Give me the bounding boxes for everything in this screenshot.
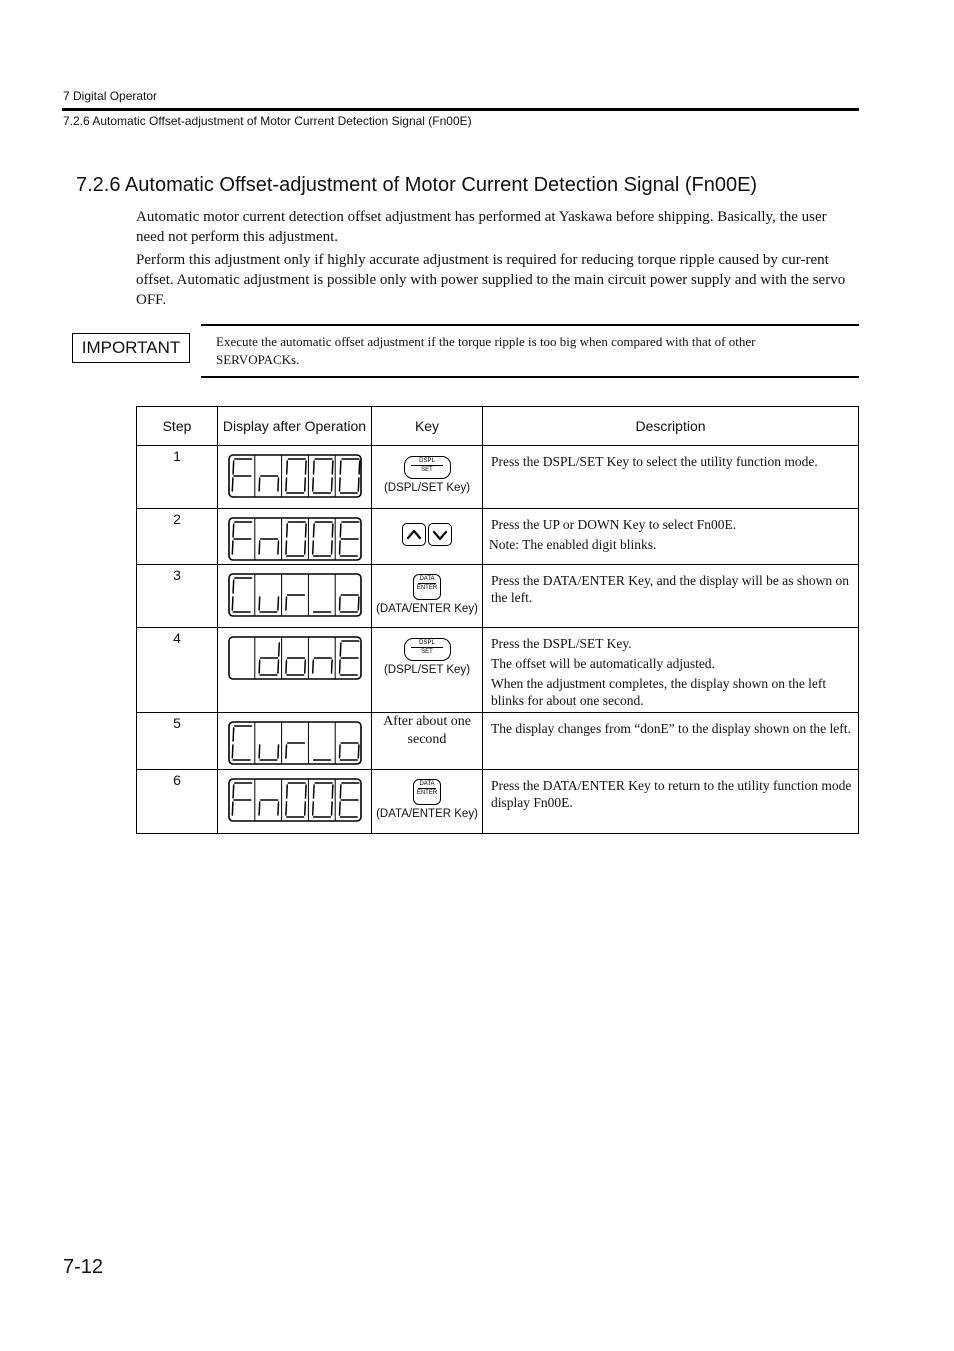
- lcd-segment: [277, 597, 278, 610]
- lcd-segment: [285, 660, 286, 673]
- key-cell: [372, 446, 483, 509]
- lcd-segment: [277, 660, 278, 673]
- lcd-segment: [339, 802, 340, 815]
- table-row: [137, 565, 859, 628]
- description-line: Press the DATA/ENTER Key, and the display will be as shown on the left.: [491, 573, 849, 605]
- lcd-segment: [259, 745, 260, 758]
- key-timing-text: After about one second: [383, 714, 471, 747]
- lcd-segment: [331, 660, 332, 673]
- description-line: Press the DATA/ENTER Key to return to the utility function mode display Fn00E.: [491, 778, 852, 810]
- lcd-segment: [304, 541, 305, 554]
- lcd-segment: [331, 802, 332, 815]
- key-label-top: DSPL: [419, 640, 435, 646]
- lcd-segment: [232, 478, 233, 491]
- lcd-segment: [312, 478, 313, 491]
- header-rule: [62, 108, 859, 111]
- key-label-bottom: SET: [421, 467, 433, 473]
- description-line: Press the UP or DOWN Key to select Fn00E.: [491, 517, 737, 532]
- step-number: 4: [137, 628, 218, 713]
- key-cell: [372, 628, 483, 713]
- seven-segment-display: [228, 636, 362, 680]
- up-key-icon: [402, 523, 426, 546]
- lcd-segment: [232, 802, 233, 815]
- lcd-segment: [286, 461, 287, 474]
- lcd-segment: [359, 461, 360, 474]
- step-number: 1: [137, 446, 218, 509]
- lcd-segment: [277, 802, 278, 815]
- step-number: 6: [137, 770, 218, 834]
- display-cell: [218, 565, 372, 628]
- important-rule-top: [201, 324, 859, 326]
- intro-paragraph-1: Automatic motor current detection offset adjustment has performed at Yaskawa before shipping. Basically, the user need not perform this adjustment.: [136, 209, 827, 245]
- data-enter-key-icon: [413, 574, 441, 600]
- table-row: [137, 770, 859, 834]
- lcd-segment: [259, 660, 260, 673]
- lcd-segment: [312, 802, 313, 815]
- lcd-segment: [339, 597, 340, 610]
- lcd-segment: [313, 524, 314, 537]
- lcd-segment: [358, 478, 359, 491]
- lcd-segment: [232, 541, 233, 554]
- step-number: 2: [137, 509, 218, 565]
- description-cell: [483, 628, 859, 713]
- lcd-segment: [285, 541, 286, 554]
- lcd-segment: [233, 728, 234, 741]
- key-label-top: DSPL: [419, 458, 435, 464]
- seven-segment-display: [228, 517, 362, 561]
- procedure-table: [136, 406, 859, 834]
- description-line: The display changes from “donE” to the display shown on the left.: [491, 721, 851, 736]
- description-line: Press the DSPL/SET Key.: [491, 636, 632, 651]
- lcd-segment: [286, 785, 287, 798]
- lcd-segment: [313, 785, 314, 798]
- lcd-segment: [232, 597, 233, 610]
- description-cell: [483, 446, 859, 509]
- lcd-segment: [339, 660, 340, 673]
- key-caption: (DSPL/SET Key): [383, 664, 471, 676]
- lcd-segment: [277, 541, 278, 554]
- lcd-segment: [340, 785, 341, 798]
- lcd-segment: [233, 785, 234, 798]
- important-rule-bottom: [201, 376, 859, 378]
- key-cell: [372, 713, 483, 770]
- lcd-segment: [233, 524, 234, 537]
- lcd-segment: [259, 541, 260, 554]
- intro-paragraph-2: Perform this adjustment only if highly accurate adjustment is required for reducing torque ripple caused by cur-rent offset. Automatic adjustment is possible only with power supplied to the main circuit power supply and with the servo OFF.: [136, 252, 846, 308]
- header-display: Display after Operation: [218, 407, 372, 446]
- lcd-segment: [277, 478, 278, 491]
- table-row: [137, 446, 859, 509]
- running-header-chapter: 7 Digital Operator: [63, 89, 158, 103]
- lcd-segment: [304, 478, 305, 491]
- lcd-segment: [358, 745, 359, 758]
- lcd-segment: [286, 524, 287, 537]
- header-step: Step: [137, 407, 218, 446]
- lcd-segment: [278, 643, 279, 656]
- seven-segment-display: [228, 778, 362, 822]
- key-label-top: DATA: [419, 781, 435, 787]
- up-arrow-icon: [403, 524, 425, 545]
- lcd-segment: [285, 802, 286, 815]
- lcd-segment: [259, 802, 260, 815]
- key-caption: (DATA/ENTER Key): [376, 603, 478, 615]
- description-cell: [483, 509, 859, 565]
- display-cell: [218, 628, 372, 713]
- table-header-row: [137, 407, 859, 446]
- key-label-bottom: SET: [421, 649, 433, 655]
- lcd-segment: [285, 478, 286, 491]
- step-number: 5: [137, 713, 218, 770]
- table-row: [137, 628, 859, 713]
- lcd-segment: [285, 597, 286, 610]
- key-caption: (DATA/ENTER Key): [376, 808, 478, 820]
- key-caption: (DSPL/SET Key): [383, 482, 471, 494]
- lcd-segment: [259, 478, 260, 491]
- lcd-segment: [331, 478, 332, 491]
- lcd-segment: [305, 524, 306, 537]
- lcd-segment: [313, 461, 314, 474]
- display-cell: [218, 509, 372, 565]
- description-line: The offset will be automatically adjusted.: [491, 656, 715, 671]
- display-cell: [218, 446, 372, 509]
- description-cell: [483, 565, 859, 628]
- lcd-segment: [277, 745, 278, 758]
- down-key-icon: [428, 523, 452, 546]
- lcd-segment: [259, 597, 260, 610]
- lcd-segment: [233, 580, 234, 593]
- lcd-segment: [339, 478, 340, 491]
- table-row: [137, 509, 859, 565]
- dspl-set-key-icon: [404, 638, 451, 661]
- lcd-segment: [305, 785, 306, 798]
- display-cell: [218, 770, 372, 834]
- key-label-bottom: ENTER: [416, 790, 438, 796]
- lcd-segment: [339, 541, 340, 554]
- running-header-section: 7.2.6 Automatic Offset-adjustment of Motor Current Detection Signal (Fn00E): [63, 114, 472, 128]
- header-description: Description: [483, 407, 859, 446]
- key-label-top: DATA: [419, 576, 435, 582]
- key-cell: [372, 770, 483, 834]
- description-line: When the adjustment completes, the display shown on the left blinks for about one second.: [491, 676, 827, 708]
- lcd-segment: [233, 461, 234, 474]
- key-cell: [372, 565, 483, 628]
- down-arrow-icon: [429, 524, 451, 545]
- lcd-segment: [340, 461, 341, 474]
- lcd-segment: [285, 745, 286, 758]
- key-cell: [372, 509, 483, 565]
- lcd-segment: [304, 802, 305, 815]
- description-line: Press the DSPL/SET Key to select the utility function mode.: [491, 454, 818, 469]
- lcd-segment: [340, 643, 341, 656]
- lcd-segment: [305, 461, 306, 474]
- seven-segment-display: [228, 454, 362, 498]
- description-line: Note: The enabled digit blinks.: [489, 537, 657, 552]
- lcd-segment: [304, 660, 305, 673]
- page-number: 7-12: [63, 1256, 104, 1278]
- important-badge: IMPORTANT: [72, 333, 190, 363]
- lcd-segment: [340, 524, 341, 537]
- description-cell: [483, 770, 859, 834]
- lcd-segment: [332, 524, 333, 537]
- seven-segment-display: [228, 573, 362, 617]
- lcd-segment: [332, 461, 333, 474]
- data-enter-key-icon: [413, 779, 441, 805]
- header-key: Key: [372, 407, 483, 446]
- seven-segment-display: [228, 721, 362, 765]
- lcd-segment: [332, 785, 333, 798]
- lcd-segment: [232, 745, 233, 758]
- lcd-segment: [331, 541, 332, 554]
- section-title: 7.2.6 Automatic Offset-adjustment of Motor Current Detection Signal (Fn00E): [76, 174, 758, 196]
- lcd-segment: [312, 541, 313, 554]
- description-cell: [483, 713, 859, 770]
- table-row: [137, 713, 859, 770]
- important-text: Execute the automatic offset adjustment if the torque ripple is too big when compared with that of other SERVOPACKs.: [216, 334, 756, 367]
- lcd-segment: [312, 660, 313, 673]
- display-cell: [218, 713, 372, 770]
- dspl-set-key-icon: [404, 456, 451, 479]
- key-label-bottom: ENTER: [416, 585, 438, 591]
- lcd-segment: [339, 745, 340, 758]
- lcd-segment: [358, 597, 359, 610]
- step-number: 3: [137, 565, 218, 628]
